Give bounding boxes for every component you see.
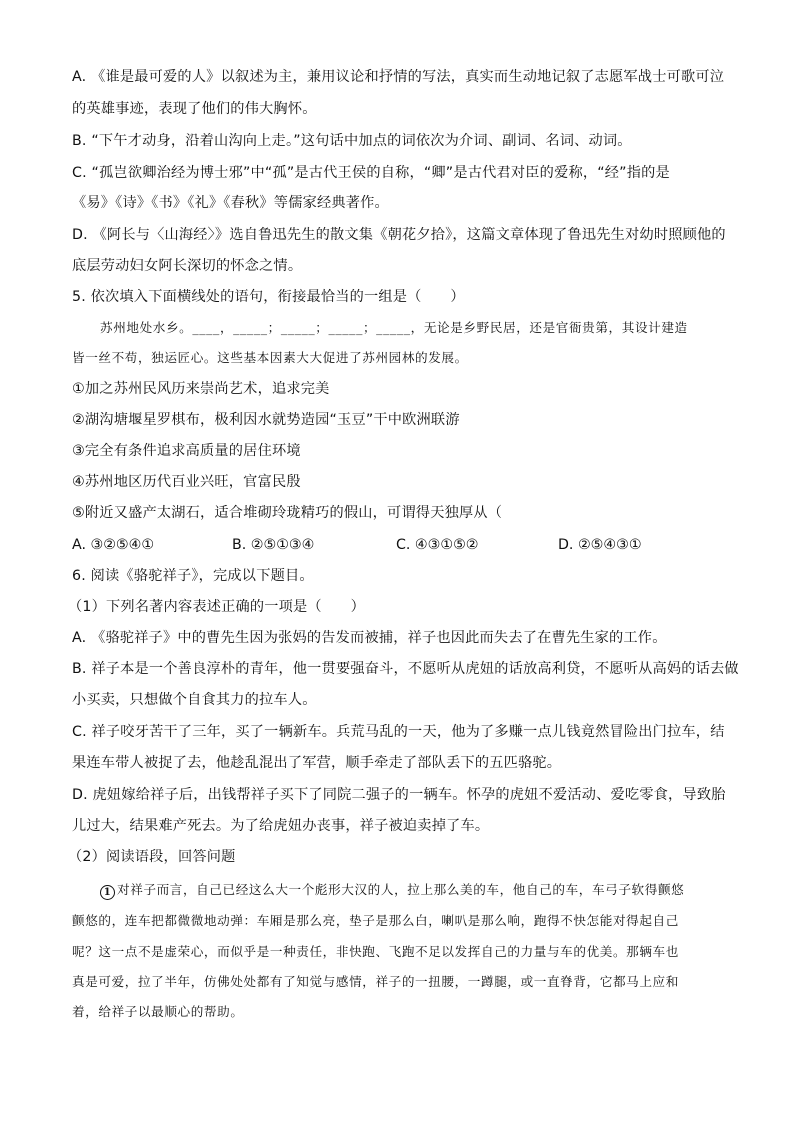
q6-option-c-line1: C. 祥子咬牙苦干了三年，买了一辆新车。兵荒马乱的一天，他为了多赚一点儿钱竟然冒险出门拉车，结 bbox=[72, 724, 725, 740]
q6-passage-line1-text: 对祥子而言，自己已经这么大一个彪形大汉的人，拉上那么美的车，他自己的车，车弓子软得颤悠 bbox=[117, 882, 685, 897]
q6-sub-question-2: （2）阅读语段，回答问题 bbox=[68, 849, 236, 865]
q4-option-a-line1: A. 《谁是最可爱的人》以叙述为主，兼用议论和抒情的写法，真实而生动地记叙了志愿军战士可歌可泣 bbox=[72, 69, 725, 85]
q6-option-d-line2: 儿过大，结果难产死去。为了给虎妞办丧事，祥子被迫卖掉了车。 bbox=[72, 818, 490, 834]
q5-item-5: ⑤附近又盛产太湖石，适合堆砌玲珑精巧的假山，可谓得天独厚从（ bbox=[72, 505, 503, 521]
q5-item-3: ③完全有条件追求高质量的居住环境 bbox=[72, 443, 301, 459]
q5-item-4: ④苏州地区历代百业兴旺，官富民殷 bbox=[72, 474, 301, 490]
q4-option-d-line1: D. 《阿长与〈山海经〉》选自鲁迅先生的散文集《朝花夕拾》，这篇文章体现了鲁迅先生对幼时照顾他的 bbox=[72, 227, 726, 243]
q6-passage-line3: 呢？这一点不是虚荣心，而似乎是一种责任，非快跑、飞跑不足以发挥自己的力量与车的优美。那辆车也 bbox=[72, 944, 679, 959]
q6-option-c-line2: 果连车带人被捉了去，他趁乱混出了军营，顺手牵走了部队丢下的五匹骆驼。 bbox=[72, 755, 562, 771]
q6-sub-question-1: （1）下列名著内容表述正确的一项是（ ） bbox=[68, 599, 365, 615]
q6-passage-line4: 真是可爱，拉了半年，仿佛处处都有了知觉与感情，祥子的一扭腰，一蹲腿，或一直脊背，它都马上应和 bbox=[72, 974, 679, 989]
paragraph-number-circle: 1 bbox=[100, 885, 115, 900]
q6-passage-line2: 颤悠的，连车把都微微地动弹：车厢是那么亮，垫子是那么白，喇叭是那么响，跑得不快怎能对得起自己 bbox=[72, 913, 679, 928]
q5-choice-d: D. ②⑤④③① bbox=[558, 537, 642, 553]
q5-item-1: ①加之苏州民风历来崇尚艺术，追求完美 bbox=[72, 381, 330, 397]
q4-option-c-line2: 《易》《诗》《书》《礼》《春秋》等儒家经典著作。 bbox=[72, 195, 389, 211]
q5-choice-c: C. ④③①⑤② bbox=[396, 537, 479, 553]
q5-choice-b: B. ②⑤①③④ bbox=[232, 537, 315, 553]
q5-item-2: ②湖沟塘堰星罗棋布，极利因水就势造园“玉豆”干中欧洲联游 bbox=[72, 412, 460, 428]
q5-choice-a: A. ③②⑤④① bbox=[72, 537, 155, 553]
q4-option-a-line2: 的英雄事迹，表现了他们的伟大胸怀。 bbox=[72, 101, 317, 117]
q6-option-d-line1: D. 虎妞嫁给祥子后，出钱帮祥子买下了同院二强子的一辆车。怀孕的虎妞不爱活动、爱吃零食，导致胎 bbox=[72, 787, 726, 803]
q6-option-a: A. 《骆驼祥子》中的曹先生因为张妈的告发而被捕，祥子也因此而失去了在曹先生家的工作。 bbox=[72, 630, 667, 646]
q5-stem: 5. 依次填入下面横线处的语句，衔接最恰当的一组是（ ） bbox=[72, 289, 465, 305]
q5-passage-line2: 皆一丝不苟，独运匠心。这些基本因素大大促进了苏州园林的发展。 bbox=[72, 350, 468, 365]
q4-option-c-line1: C. “孤岂欲卿治经为博士邪”中“孤”是古代王侯的自称，“卿”是古代君对臣的爱称，“经”指的是 bbox=[72, 165, 670, 181]
q6-stem: 6. 阅读《骆驼祥子》，完成以下题目。 bbox=[72, 568, 314, 584]
q4-option-d-line2: 底层劳动妇女阿长深切的怀念之情。 bbox=[72, 258, 303, 274]
q6-passage-line1 bbox=[100, 880, 734, 900]
q4-option-b: B. “下午才动身，沿着山沟向上走。”这句话中加点的词依次为介词、副词、名词、动词。 bbox=[72, 133, 632, 149]
q6-option-b-line2: 小买卖，只想做个自食其力的拉车人。 bbox=[72, 692, 317, 708]
q5-passage-line1: 苏州地处水乡。____，_____；_____；_____；_____，无论是乡野民居，还是官衙贵第，其设计建造 bbox=[100, 320, 688, 335]
q6-option-b-line1: B. 祥子本是一个善良淳朴的青年，他一贯要强奋斗，不愿听从虎妞的话放高利贷，不愿听从高妈的话去做 bbox=[72, 661, 739, 677]
q6-passage-line5: 着，给祥子以最顺心的帮助。 bbox=[72, 1004, 244, 1019]
